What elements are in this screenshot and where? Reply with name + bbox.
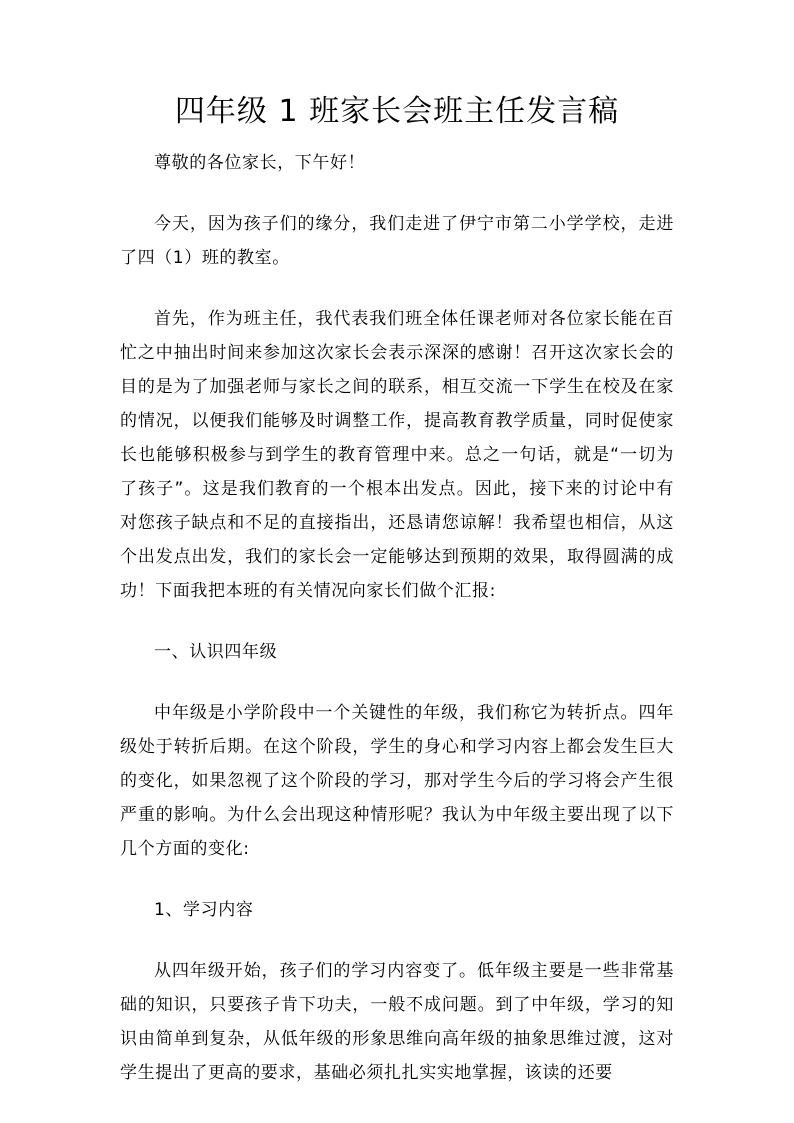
intro-paragraph: 今天，因为孩子们的缘分，我们走进了伊宁市第二小学学校，走进了四（1）班的教室。 (120, 214, 674, 268)
purpose-paragraph: 首先，作为班主任，我代表我们班全体任课老师对各位家长能在百忙之中抽出时间来参加这次家长会表示深深的感谢！召开这次家长会的目的是为了加强老师与家长之间的联系，相互交流一下学生在校及在家的情况，以便我们能够及时调整工作，提高教育教学质量，同时促使家长也能够积极参与到学生的教育管理中来。总之一句话，就是“一切为了孩子”。这是我们教育的一个根本出发点。因此，接下来的讨论中有对您孩子缺点和不足的直接指出，还恳请您谅解！我希望也相信，从这个出发点出发，我们的家长会一定能够达到预期的效果，取得圆满的成功！下面我把本班的有关情况向家长们做个汇报: (120, 309, 674, 601)
document-body (120, 146, 674, 1090)
greeting-paragraph: 尊敬的各位家长，下午好！ (154, 153, 366, 173)
section-heading-1: 一、认识四年级 (154, 642, 278, 662)
document-title: 四年级 1 班家长会班主任发言稿 (174, 94, 620, 129)
section-1-paragraph: 中年级是小学阶段中一个关键性的年级，我们称它为转折点。四年级处于转折后期。在这个阶段，学生的身心和学习内容上都会发生巨大的变化，如果忽视了这个阶段的学习，那对学生今后的学习将会产生很严重的影响。为什么会出现这种情形呢？我认为中年级主要出现了以下几个方面的变化: (120, 703, 674, 859)
subsection-1-paragraph: 从四年级开始，孩子们的学习内容变了。低年级主要是一些非常基础的知识，只要孩子肯下功夫，一般不成问题。到了中年级，学习的知识由简单到复杂，从低年级的形象思维向高年级的抽象思维过渡，这对学生提出了更高的要求，基础必须扎扎实实地掌握，该读的还要 (120, 961, 674, 1083)
subsection-heading-1: 1、学习内容 (154, 900, 254, 920)
